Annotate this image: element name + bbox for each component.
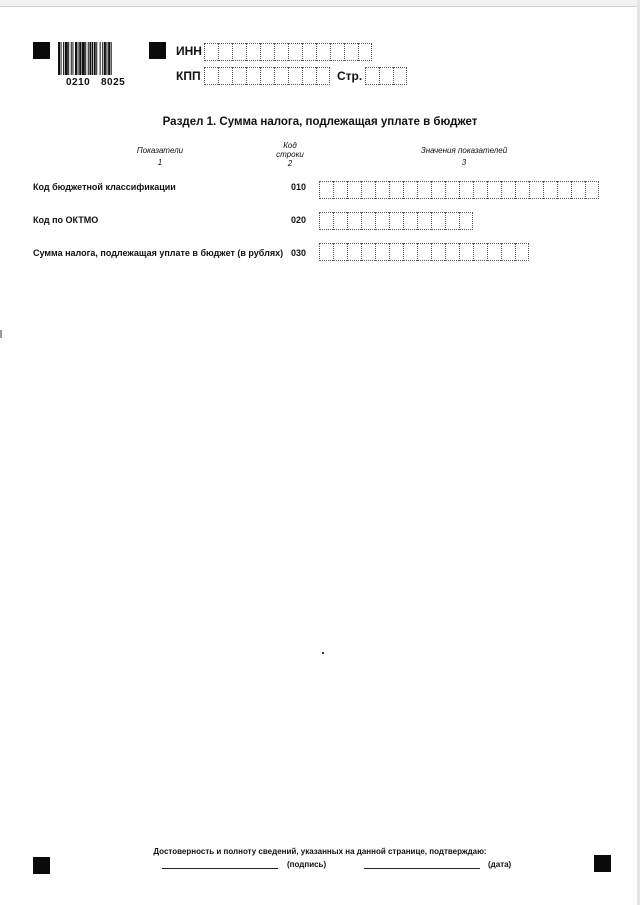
input-cell[interactable] [204,67,218,85]
barcode-bar [92,42,93,75]
input-cell[interactable] [431,181,445,199]
input-cell[interactable] [389,243,403,261]
input-cell[interactable] [487,243,501,261]
kbk-cells[interactable] [319,181,599,199]
inn-cells[interactable] [204,43,372,61]
input-cell[interactable] [417,181,431,199]
input-cell[interactable] [347,181,361,199]
input-cell[interactable] [316,43,330,61]
input-cell[interactable] [319,181,333,199]
confirmation-text: Достоверность и полноту сведений, указанных на данной странице, подтверждаю: [153,847,487,856]
header-values-text: Значения показателей [420,146,508,155]
alignment-marker-bottom-right [594,855,611,872]
input-cell[interactable] [459,243,473,261]
input-cell[interactable] [260,67,274,85]
input-cell[interactable] [403,243,417,261]
input-cell[interactable] [361,212,375,230]
barcode-bar [108,42,110,75]
kpp-cells[interactable] [204,67,330,85]
barcode-bar [104,42,106,75]
barcode-bar [88,42,89,75]
input-cell[interactable] [515,243,529,261]
input-cell[interactable] [246,43,260,61]
header-code-line2: строки [276,150,304,159]
header-code-num: 2 [287,159,293,168]
input-cell[interactable] [246,67,260,85]
barcode-bar [71,42,72,75]
input-cell[interactable] [473,181,487,199]
input-cell[interactable] [302,67,316,85]
oktmo-cells[interactable] [319,212,473,230]
input-cell[interactable] [403,212,417,230]
input-cell[interactable] [316,67,330,85]
barcode-bar [85,42,86,75]
input-cell[interactable] [333,181,347,199]
input-cell[interactable] [365,67,379,85]
input-cell[interactable] [571,181,585,199]
input-cell[interactable] [218,43,232,61]
input-cell[interactable] [501,181,515,199]
date-caption: (дата) [488,860,512,869]
barcode-bar [96,42,97,75]
input-cell[interactable] [232,67,246,85]
input-cell[interactable] [445,181,459,199]
signature-line[interactable] [162,868,278,869]
input-cell[interactable] [473,243,487,261]
barcode-bar [102,42,103,75]
input-cell[interactable] [218,67,232,85]
input-cell[interactable] [543,181,557,199]
barcode-bar [61,42,62,75]
input-cell[interactable] [379,67,393,85]
input-cell[interactable] [333,243,347,261]
row-label-oktmo: Код по ОКТМО [33,215,99,225]
input-cell[interactable] [389,212,403,230]
row-code-020: 020 [291,215,307,225]
input-cell[interactable] [288,43,302,61]
header-indicators-num: 1 [157,158,163,167]
barcode-bar [75,42,77,75]
input-cell[interactable] [431,212,445,230]
input-cell[interactable] [459,181,473,199]
header-indicators-text: Показатели [136,146,184,155]
input-cell[interactable] [445,243,459,261]
header-code-line1: Код [283,141,297,150]
row-label-tax-amount: Сумма налога, подлежащая уплате в бюджет (в рублях) [33,248,284,258]
input-cell[interactable] [585,181,599,199]
alignment-marker-top-right [149,42,166,59]
input-cell[interactable] [375,243,389,261]
row-code-030: 030 [291,248,307,258]
input-cell[interactable] [232,43,246,61]
section-title: Раздел 1. Сумма налога, подлежащая уплате в бюджет [162,116,478,128]
input-cell[interactable] [557,181,571,199]
barcode-bar [111,42,112,75]
scan-speck [322,652,324,654]
barcode-bar [89,42,91,75]
input-cell[interactable] [375,212,389,230]
header-values-num: 3 [461,158,467,167]
page-label: Стр. [337,69,363,83]
input-cell[interactable] [347,212,361,230]
input-cell[interactable] [487,181,501,199]
barcode-bar [106,42,107,75]
barcode-bar [72,42,73,75]
barcode-bar [68,42,69,75]
input-cell[interactable] [347,243,361,261]
scan-top-edge [0,0,640,7]
input-cell[interactable] [274,43,288,61]
header-code [270,141,310,168]
input-cell[interactable] [319,212,333,230]
barcode-bar [100,42,101,75]
input-cell[interactable] [302,43,316,61]
scan-left-mark [0,330,2,338]
barcode-bar [63,42,64,75]
barcode-bar [58,42,60,75]
barcode-number-left: 0210 [66,77,91,88]
input-cell[interactable] [431,243,445,261]
barcode-bar [65,42,68,75]
input-cell[interactable] [501,243,515,261]
input-cell[interactable] [403,181,417,199]
input-cell[interactable] [288,67,302,85]
input-cell[interactable] [393,67,407,85]
input-cell[interactable] [515,181,529,199]
date-line[interactable] [364,868,480,869]
barcode-bar [78,42,79,75]
alignment-marker-bottom-left [33,857,50,874]
alignment-marker-top-left [33,42,50,59]
input-cell[interactable] [361,243,375,261]
header-values [404,146,524,167]
input-cell[interactable] [358,43,372,61]
input-cell[interactable] [333,212,347,230]
signature-caption: (подпись) [287,860,327,869]
input-cell[interactable] [260,43,274,61]
input-cell[interactable] [274,67,288,85]
input-cell[interactable] [445,212,459,230]
input-cell[interactable] [417,243,431,261]
barcode [57,42,137,82]
input-cell[interactable] [319,243,333,261]
header-indicators [100,146,220,167]
input-cell[interactable] [417,212,431,230]
barcode-bar [82,42,85,75]
inn-label: ИНН [176,44,202,58]
row-code-010: 010 [291,182,307,192]
input-cell[interactable] [389,181,403,199]
input-cell[interactable] [375,181,389,199]
page-number-cells[interactable] [365,67,407,85]
input-cell[interactable] [529,181,543,199]
input-cell[interactable] [344,43,358,61]
input-cell[interactable] [204,43,218,61]
input-cell[interactable] [459,212,473,230]
barcode-bar [94,42,96,75]
input-cell[interactable] [330,43,344,61]
tax-amount-cells[interactable] [319,243,529,261]
barcode-number-right: 8025 [101,77,126,88]
kpp-label: КПП [176,69,201,83]
row-label-kbk: Код бюджетной классификации [33,182,176,192]
barcode-bar [79,42,81,75]
input-cell[interactable] [361,181,375,199]
